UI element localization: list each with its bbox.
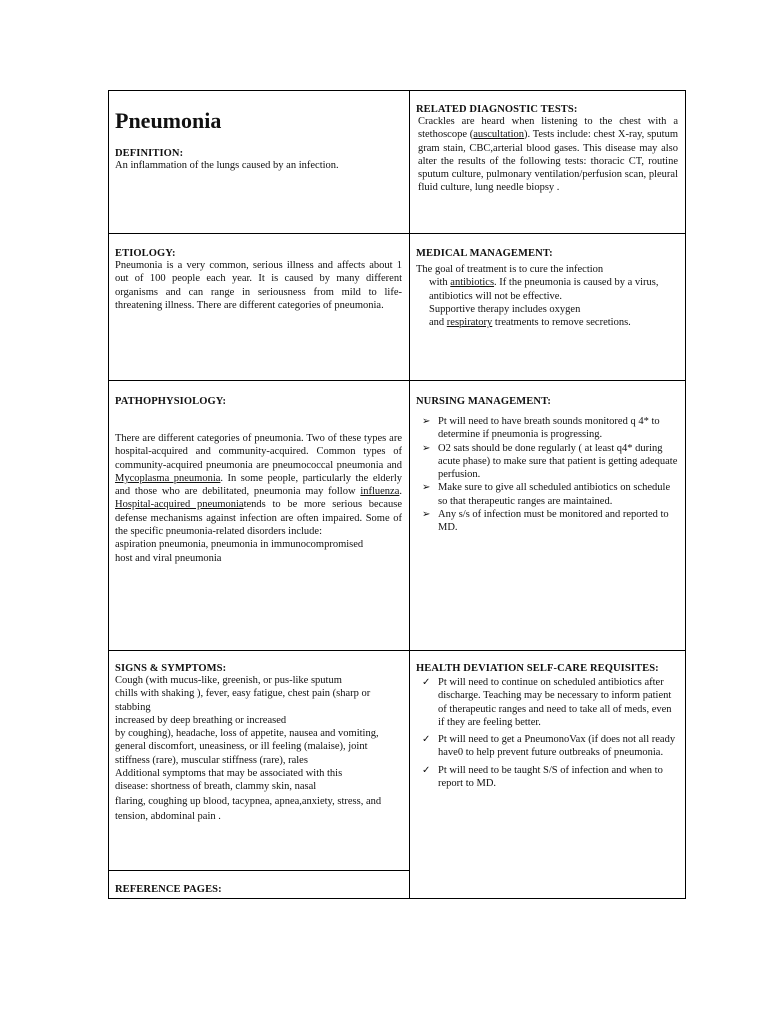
selfcare-cell (416, 663, 680, 794)
medical-line-5: and respiratory treatments to remove secretions. (429, 317, 631, 329)
list-item: ➢ Pt will need to have breath sounds monitored q 4* to determine if pneumonia is progressing. (422, 416, 660, 441)
checkmark-icon: ✓ (422, 734, 431, 746)
row-divider (108, 233, 686, 234)
definition-heading: DEFINITION: (115, 148, 184, 159)
definition-text: An inflammation of the lungs caused by an infection. (115, 160, 339, 171)
signs-line: chills with shaking ), fever, easy fatigue, chest pain (sharp or (115, 688, 371, 700)
list-item: ➢ O2 sats should be done regularly ( at least q4* during acute phase) to make sure that patient is getting adequate perfusion. (422, 442, 678, 481)
checkmark-icon: ✓ (422, 677, 431, 688)
column-divider (409, 90, 410, 899)
checkmark-icon: ✓ (422, 764, 431, 776)
arrow-bullet-icon: ➢ (422, 442, 431, 454)
signs-symptoms-cell (115, 663, 407, 825)
signs-line: stiffness (rare), muscular stiffness (rare), rales (115, 754, 308, 766)
patho-heading: PATHOPHYSIOLOGY: (115, 396, 227, 407)
signs-line: Cough (with mucus-like, greenish, or pus-like sputum (115, 675, 342, 686)
definition-cell (115, 108, 405, 172)
reference-heading: REFERENCE PAGES: (115, 884, 222, 895)
list-item: ✓ Pt will need to continue on scheduled antibiotics after discharge. Teaching may be necessary to inform patient of therapeutic ranges and need to take all of meds, even if they are feeling better. (422, 677, 672, 728)
respiratory-link[interactable]: respiratory (446, 317, 493, 329)
medical-line-1: The goal of treatment is to cure the infection (416, 264, 604, 275)
medical-heading: MEDICAL MANAGEMENT: (416, 248, 553, 259)
antibiotics-link[interactable]: antibiotics (450, 277, 495, 289)
etiology-cell (115, 248, 402, 312)
list-item: ➢ Make sure to give all scheduled antibiotics on schedule so that therapeutic ranges are maintained. (422, 482, 671, 507)
arrow-bullet-icon: ➢ (422, 482, 431, 494)
selfcare-heading: HEALTH DEVIATION SELF-CARE REQUISITES: (416, 663, 659, 674)
medical-line-4: Supportive therapy includes oxygen (429, 303, 581, 315)
signs-line: disease: shortness of breath, clammy skin, nasal (115, 781, 317, 793)
row-divider (108, 650, 686, 651)
signs-line: by coughing), headache, loss of appetite, nausea and vomiting, (115, 728, 379, 740)
row-divider (108, 380, 686, 381)
signs-line: general discomfort, uneasiness, or ill feeling (malaise), joint (115, 741, 368, 753)
medical-management-cell (416, 248, 682, 329)
row-divider (108, 870, 410, 871)
list-item: ✓ Pt will need to be taught S/S of infection and when to report to MD. (422, 764, 663, 790)
auscultation-link[interactable]: auscultation (473, 129, 525, 141)
diagnostics-heading: RELATED DIAGNOSTIC TESTS: (416, 104, 578, 115)
patho-line-e: aspiration pneumonia, pneumonia in immunocompromised (115, 539, 364, 551)
selfcare-list (416, 676, 680, 790)
influenza-link[interactable]: influenza (360, 486, 400, 498)
signs-line: flaring, coughing up blood, tacypnea, apnea,anxiety, stress, and (115, 795, 382, 807)
nursing-heading: NURSING MANAGEMENT: (416, 396, 551, 407)
arrow-bullet-icon: ➢ (422, 416, 431, 427)
signs-line: stabbing (115, 701, 151, 713)
pathophysiology-cell (115, 396, 402, 565)
signs-line: increased by deep breathing or increased (115, 714, 287, 726)
medical-line-3: antibiotics will not be effective. (429, 290, 563, 302)
signs-line: Additional symptoms that may be associated with this (115, 768, 343, 780)
nursing-management-cell (416, 396, 680, 535)
etiology-heading: ETIOLOGY: (115, 248, 176, 259)
mycoplasma-link[interactable]: Mycoplasma pneumonia (115, 472, 221, 484)
diagnostics-text: Crackles are heard when listening to the chest with a stethoscope (auscultation). Tests include: chest X-ray, sputum gram stain, CBC,arterial blood gases. This disease may also alter the results of the following tests: thoracic CT, routine sputum culture, pulmonary ventilation/perfusion scan, pleural fluid culture, lung needle biopsy . (418, 116, 678, 194)
list-item: ✓ Pt will need to get a PneumonoVax (if does not all ready have0 to help prevent future outbreaks of pneumonia. (422, 734, 676, 759)
reference-cell (115, 884, 405, 895)
patho-text: There are different categories of pneumonia. Two of these types are hospital-acquired and community-acquired. Common types of community-acquired pneumonia are pneumococcal pneumonia and Mycoplasma pneumonia. In some people, particularly the elderly and those who are debilitated, pneumonia may follow influenza. Hospital-acquired pneumoniatends to be more serious because defense mechanisms against infection are often impaired. Some of the specific pneumonia-related disorders include: (115, 433, 402, 538)
patho-line-f: host and viral pneumonia (115, 552, 222, 564)
signs-heading: SIGNS & SYMPTOMS: (115, 663, 227, 674)
etiology-text: Pneumonia is a very common, serious illness and affects about 1 out of 100 people each year. It is caused by many different organisms and can range in seriousness from mild to life-threatening illness. There are different categories of pneumonia. (115, 260, 402, 311)
list-item: ➢ Any s/s of infection must be monitored and reported to MD. (422, 509, 669, 534)
hospital-acquired-link[interactable]: Hospital-acquired pneumonia (115, 499, 244, 511)
signs-line: tension, abdominal pain . (115, 810, 221, 822)
nursing-list (416, 415, 680, 535)
page-title: Pneumonia (115, 108, 222, 133)
diagnostics-cell (416, 104, 678, 195)
medical-line-2: with antibiotics. If the pneumonia is caused by a virus, (429, 277, 659, 289)
arrow-bullet-icon: ➢ (422, 509, 431, 521)
